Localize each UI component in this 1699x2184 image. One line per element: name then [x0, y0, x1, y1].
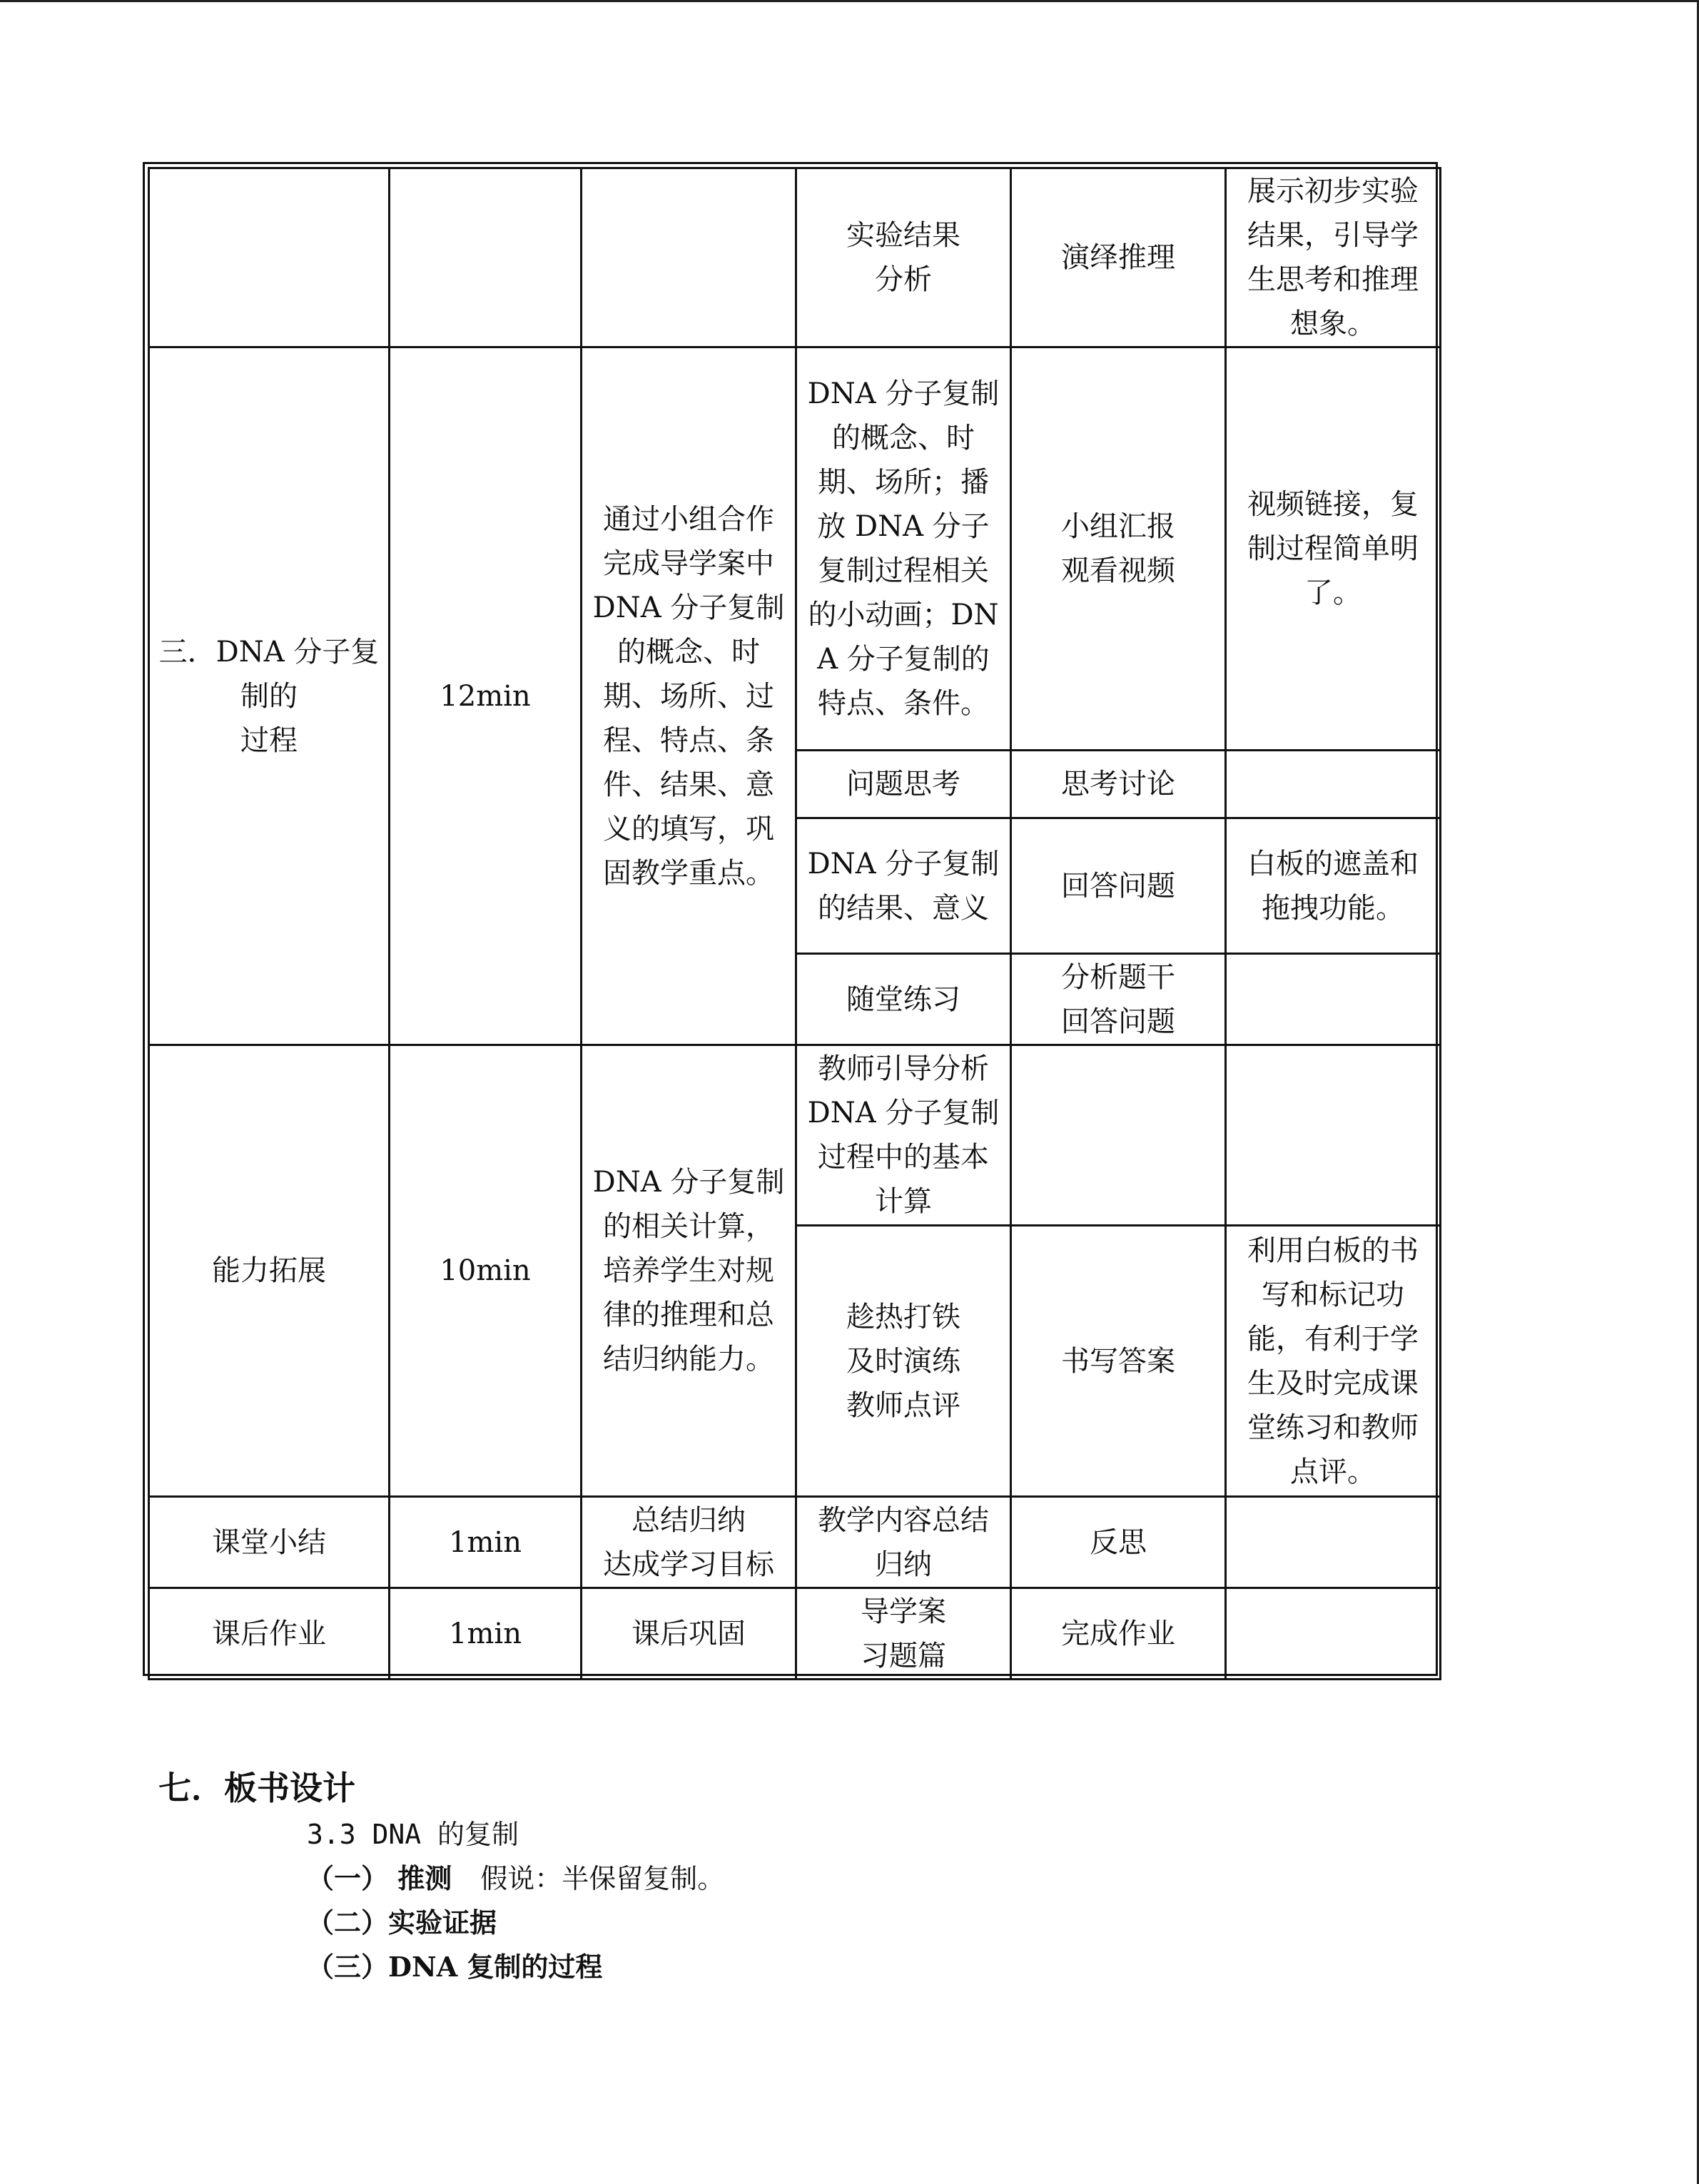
table-cell: 教师引导分析 DNA 分子复制过程中的基本计算 [796, 1045, 1011, 1226]
page-border-top [0, 0, 1699, 2]
table-cell [1226, 954, 1441, 1045]
table-cell: 能力拓展 [149, 1045, 390, 1497]
table-cell: 利用白板的书写和标记功能，有利于学生及时完成课堂练习和教师点评。 [1226, 1226, 1441, 1497]
board-item-1 [307, 1857, 724, 1896]
table-cell: 实验结果 分析 [796, 168, 1011, 347]
table-cell: 反思 [1011, 1497, 1226, 1588]
board-item-1-label: （一） 推测 [307, 1862, 452, 1894]
table-cell: 趁热打铁 及时演练 教师点评 [796, 1226, 1011, 1497]
table-cell: 展示初步实验结果，引导学生思考和推理想象。 [1226, 168, 1441, 347]
table-row [149, 168, 1441, 347]
table-cell [1226, 751, 1441, 818]
table-cell [582, 168, 796, 347]
table-cell [1226, 1497, 1441, 1588]
table-cell: 课堂小结 [149, 1497, 390, 1588]
table-cell: 问题思考 [796, 751, 1011, 818]
table-cell: 教学内容总结归纳 [796, 1497, 1011, 1588]
table-cell: 完成作业 [1011, 1588, 1226, 1680]
board-heading: 3.3 DNA 的复制 [307, 1819, 519, 1850]
table-cell: 随堂练习 [796, 954, 1011, 1045]
table-cell: 课后巩固 [582, 1588, 796, 1680]
table-cell: DNA 分子复制的相关计算，培养学生对规律的推理和总结归纳能力。 [582, 1045, 796, 1497]
table-cell: 白板的遮盖和拖拽功能。 [1226, 818, 1441, 954]
table-cell [1011, 1045, 1226, 1226]
table-cell [149, 168, 390, 347]
board-item-1-text: 假说：半保留复制。 [480, 1863, 725, 1894]
lesson-plan-table [143, 162, 1438, 1676]
table-cell: DNA 分子复制的概念、时期、场所；播放 DNA 分子复制过程相关的小动画；DNA 分子复制的特点、条件。 [796, 347, 1011, 751]
section-title: 七．板书设计 [158, 1769, 355, 1807]
table-cell: 书写答案 [1011, 1226, 1226, 1497]
table-cell [1226, 1045, 1441, 1226]
table-cell: 12min [390, 347, 582, 1045]
table-cell: 视频链接，复制过程简单明了。 [1226, 347, 1441, 751]
table-cell: 思考讨论 [1011, 751, 1226, 818]
table-row [149, 1497, 1441, 1588]
table-cell: 演绎推理 [1011, 168, 1226, 347]
table-cell: 总结归纳 达成学习目标 [582, 1497, 796, 1588]
table-cell [1226, 1588, 1441, 1680]
table-cell: 小组汇报 观看视频 [1011, 347, 1226, 751]
table-cell: 回答问题 [1011, 818, 1226, 954]
table-cell: 1min [390, 1588, 582, 1680]
table-cell: 分析题干 回答问题 [1011, 954, 1226, 1045]
table-cell: 三．DNA 分子复制的 过程 [149, 347, 390, 1045]
table-cell: 1min [390, 1497, 582, 1588]
table-row [149, 347, 1441, 751]
table-cell: 导学案 习题篇 [796, 1588, 1011, 1680]
table-row [149, 1045, 1441, 1226]
board-item-2: （二）实验证据 [307, 1906, 497, 1939]
table-cell [390, 168, 582, 347]
table-cell: 10min [390, 1045, 582, 1497]
board-item-3: （三）DNA 复制的过程 [307, 1951, 603, 1983]
table-cell: DNA 分子复制的结果、意义 [796, 818, 1011, 954]
table-cell: 课后作业 [149, 1588, 390, 1680]
table-cell: 通过小组合作完成导学案中 DNA 分子复制的概念、时期、场所、过程、特点、条件、结果、意义的填写，巩固教学重点。 [582, 347, 796, 1045]
table-row [149, 1588, 1441, 1680]
